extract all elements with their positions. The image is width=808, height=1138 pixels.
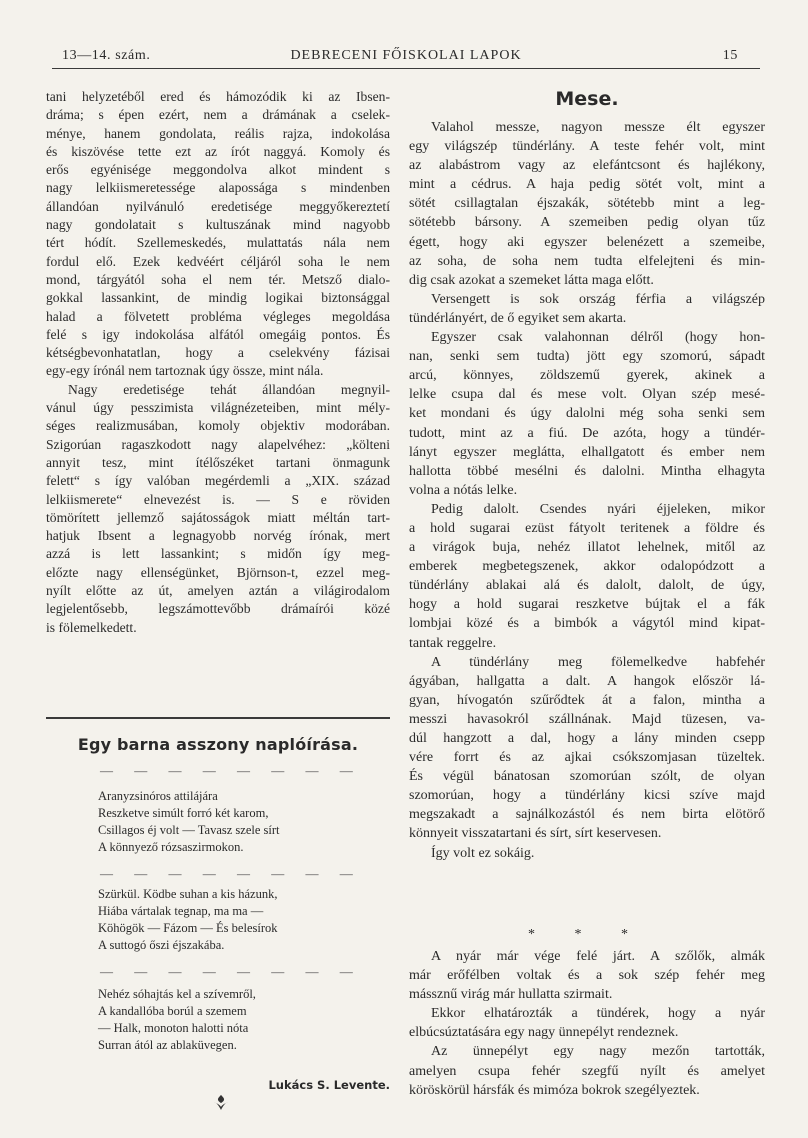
tale-line: gyan, hívogatón szűrődtek át a falon, mintha a <box>409 692 765 708</box>
tale-line: szomorúan, hogy a tündérlány kicsi szíve majd <box>409 788 765 804</box>
essay-line: és kiszövése tette ezt az írót naggyá. Komoly és <box>46 143 390 159</box>
essay-line: erős egyénisége meggondolva alkot mindent s <box>46 162 390 178</box>
essay-line: azzá is lett lassankint; s midőn így meg- <box>46 546 390 562</box>
tale-line: tudott, mint az a fiú. De azóta, hogy a tündér- <box>409 425 765 441</box>
tale-line: Versengett is sok ország férfia a világszép <box>431 291 765 307</box>
essay-line: legjelentősebb, legszámottevőbb drámaírói közé <box>46 601 390 617</box>
tale-line: könnyeit visszatartani és sírt, sírt keservesen. <box>409 826 662 842</box>
essay-line: annyit tesz, mint ítélőszéket tartani önmagunk <box>46 454 390 470</box>
poem-verse-line: Nehéz sóhajtás kel a szívemről, <box>98 987 256 1001</box>
essay-line: lelkiismerete“ elnevezést is. — S e röviden <box>46 491 390 507</box>
poem-verse-line: Szürkül. Ködbe suhan a kis házunk, <box>98 887 278 901</box>
tale-line: Pedig dalolt. Csendes nyári éjjeleken, mikor <box>431 501 765 517</box>
essay-line: halad a fölvetett probléma végleges megoldása <box>46 308 390 324</box>
poem-verse-line: A suttogó őszi éjszakába. <box>98 938 225 952</box>
essay-line: mond, tárgyától soha el nem tér. Metsző dialo- <box>46 271 390 287</box>
tale-title: Mese. <box>555 88 619 110</box>
tale-column-continued <box>409 947 765 1100</box>
poem-dash-separator: — — — — — — — — <box>100 866 362 881</box>
tale-line: egy világszép tündérlány. A teste fehér volt, mint <box>409 139 765 155</box>
essay-line: ménye, hanem gondolata, reális rajza, indokolása <box>46 125 390 141</box>
tale-line: vére forrt és az ajkai csókszomjasan tüzeltek. <box>409 750 765 766</box>
poem-verse-line: Köhögök — Fázom — És belesírok <box>98 921 278 935</box>
essay-line: tani helyzetéből ered és hámozódik ki az Ibsen- <box>46 89 390 104</box>
tale-line: ket mondani és úgy dalolni még soha senki sem <box>409 406 765 422</box>
poem-verse-line: Surran ától az ablaküvegen. <box>98 1038 237 1052</box>
tale-column <box>409 118 765 863</box>
essay-line: is fölemelkedett. <box>46 619 137 635</box>
tale-line: nan, senki sem tudta) jött egy szomorú, sápadt <box>409 349 765 365</box>
essay-line: kétségbevonhatatlan, hogy a cselekvény fázisai <box>46 345 390 361</box>
tale-line: már erőfélben voltak és a sok szép fehér meg <box>409 968 765 984</box>
essay-column <box>46 88 390 637</box>
tale-line: arcú, könnyes, zöldszemű gyerek, akinek a <box>409 368 765 384</box>
tale-line: a hold sugarai ezüst fátyolt teritenek a földre és <box>409 520 765 536</box>
tale-line: Az ünnepélyt egy nagy mezőn tartották, <box>431 1044 765 1060</box>
essay-line: gokkal lassankint, de mindig logikai biztonsággal <box>46 290 390 306</box>
tale-line: tantak reggelre. <box>409 635 497 651</box>
tale-line: az alabástrom vagy az elefántcsont és hajlékony, <box>409 158 765 174</box>
tale-line: az soha, de soha nem tudta elfelejteni és min- <box>409 253 765 269</box>
tale-line: dig csak azokat a szemeket látta maga előtt. <box>409 272 654 288</box>
essay-line: Szigorúan ragaszkodott nagy alapelvéhez: „költeni <box>46 436 390 452</box>
tale-line: sötét csillagtalan éjszakák, sötétebb mint a leg- <box>409 196 765 212</box>
tale-line: megszakadt a sajnálkozástól és nem birta elötörő <box>409 807 765 823</box>
tale-line: égett, hogy aki egyszer belenézett a szemeibe, <box>409 234 765 250</box>
running-header <box>52 46 760 69</box>
tale-line: a virágok buja, nehéz illatot lehelnek, mitől az <box>409 540 765 556</box>
section-divider <box>46 717 390 719</box>
poem-verse-line: Aranyzsinóros attilájára <box>98 789 218 803</box>
tale-line: elbúcsúztatására egy nagy ünnepélyt rendeznek. <box>409 1025 679 1041</box>
poem-verse-line: Reszketve simúlt forró két karom, <box>98 806 269 820</box>
essay-line: vánul úgy pesszimista világnézeteiben, mint mély- <box>46 400 390 416</box>
poem-stanza-1 <box>98 788 358 856</box>
essay-line: hatjuk Ibsent a legnagyobb norvég írónak, mert <box>46 528 390 544</box>
essay-line: nagy gondolatait s kultuszának mind nagyobb <box>46 217 390 233</box>
poem-verse-line: Hiába vártalak tegnap, ma ma — <box>98 904 264 918</box>
tale-line: amelyen csupa fehér szegfű nyílt és amelyet <box>409 1063 765 1079</box>
fleuron-ornament-icon <box>212 1094 230 1112</box>
tale-line: sötétebb bársony. A szemeiben pedig olyan tűz <box>409 215 765 231</box>
tale-line: A tündérlány meg fölemelkedve habfehér <box>431 654 765 670</box>
essay-line: Nagy eredetisége tehát állandóan megnyil- <box>68 381 390 397</box>
tale-line: lelke csupa dal és mese volt. Olyan szép mesé- <box>409 387 765 403</box>
tale-line: emberek megbetegszenek, akkor odalopódzott a <box>409 559 765 575</box>
poem-verse-line: — Halk, monoton halotti nóta <box>98 1021 249 1035</box>
tale-line: És végül bánatosan szomorúan szólt, de olyan <box>409 769 765 785</box>
tale-line: hogy a hold sugarai reszketve bújtak el a fák <box>409 597 765 613</box>
poem-dash-separator: — — — — — — — — <box>100 763 362 778</box>
essay-line: előzte nagy ellenségünket, Björnson-t, ezzel meg- <box>46 564 390 580</box>
essay-line: nyílt előtte az út, amelyen aztán a világirodalom <box>46 583 390 599</box>
tale-line: volna a nótás lelke. <box>409 482 518 498</box>
tale-line: Egyszer csak valahonnan délről (hogy hon- <box>431 330 765 346</box>
essay-line: egy-egy írónál nem tartoznak úgy össze, mint nála. <box>46 363 324 379</box>
tale-line: mint a cédrus. A haja pedig sötét volt, mint a <box>409 177 765 193</box>
tale-line: mássznű virág már hullatta szirmait. <box>409 987 613 1003</box>
poem-author: Lukács S. Levente. <box>268 1078 390 1092</box>
essay-line: dráma; s épen ezért, nem a drámának a cselek- <box>46 107 390 123</box>
tale-line: Így volt ez sokáig. <box>431 845 535 861</box>
tale-line: köröskörül hársfák és mimóza bokrok szegélyeztek. <box>409 1082 700 1098</box>
section-stars: * * * <box>528 927 646 942</box>
essay-line: fordul elő. Ezek kedvéért céljáról soha le nem <box>46 253 390 269</box>
poem-stanza-2 <box>98 886 358 954</box>
page-number: 15 <box>722 48 738 63</box>
tale-line: Ekkor elhatározták a tündérek, hogy a nyár <box>431 1006 765 1022</box>
tale-line: dúl hangzott a dal, hogy a lány minden csepp <box>409 731 765 746</box>
poem-dash-separator: — — — — — — — — <box>100 964 362 979</box>
essay-line: tömörített jellemző sajátosságok miatt méltán tart- <box>46 509 390 525</box>
tale-line: tündérlányért, de ő egyiket sem akarta. <box>409 310 627 326</box>
essay-line: felett“ s így valóban megérdemli a „XIX. század <box>46 473 390 489</box>
journal-title: DEBRECENI FŐISKOLAI LAPOK <box>290 48 522 63</box>
tale-line: ágyában, hallgatta a dalt. A hangok először lá- <box>409 673 765 689</box>
essay-line: állandóan nyilvánuló eredetisége meggyőkereztetí <box>46 198 390 214</box>
essay-line: nagy lelkiismeretessége alapossága s mindenben <box>46 180 390 196</box>
poem-verse-line: A kandallóba borúl a szemem <box>98 1004 247 1018</box>
tale-line: hallotta többé mesélni és dalolni. Mintha elhagyta <box>409 463 765 479</box>
tale-line: messzi havasokról szállnának. Majd tüzesen, va- <box>409 711 765 727</box>
issue-number: 13—14. szám. <box>62 48 151 63</box>
tale-line: Valahol messze, nagyon messze élt egyszer <box>431 120 765 135</box>
essay-line: séges realizmusában, komoly objektiv modorában. <box>46 418 390 434</box>
tale-line: lányt egyszer meglátta, elhallgatott és ember nem <box>409 444 765 460</box>
essay-line: tért hódít. Szellemeskedés, mulattatás nála nem <box>46 235 390 251</box>
tale-line: A nyár már vége felé járt. A szőlők, almák <box>431 949 765 964</box>
poem-stanza-3 <box>98 986 358 1054</box>
poem-title: Egy barna asszony naplóírása. <box>77 735 359 754</box>
essay-line: felé s igy indokolása alfától omegáig pontos. És <box>46 326 390 342</box>
tale-line: lombjai közé és a bimbók a vágytól mind kipat- <box>409 616 765 632</box>
poem-verse-line: Csillagos éj volt — Tavasz szele sírt <box>98 823 280 837</box>
poem-verse-line: A könnyező rózsaszirmokon. <box>98 840 244 854</box>
tale-line: tündérlány ablakai alá és dalolt, dalolt, de úgy, <box>409 578 765 594</box>
